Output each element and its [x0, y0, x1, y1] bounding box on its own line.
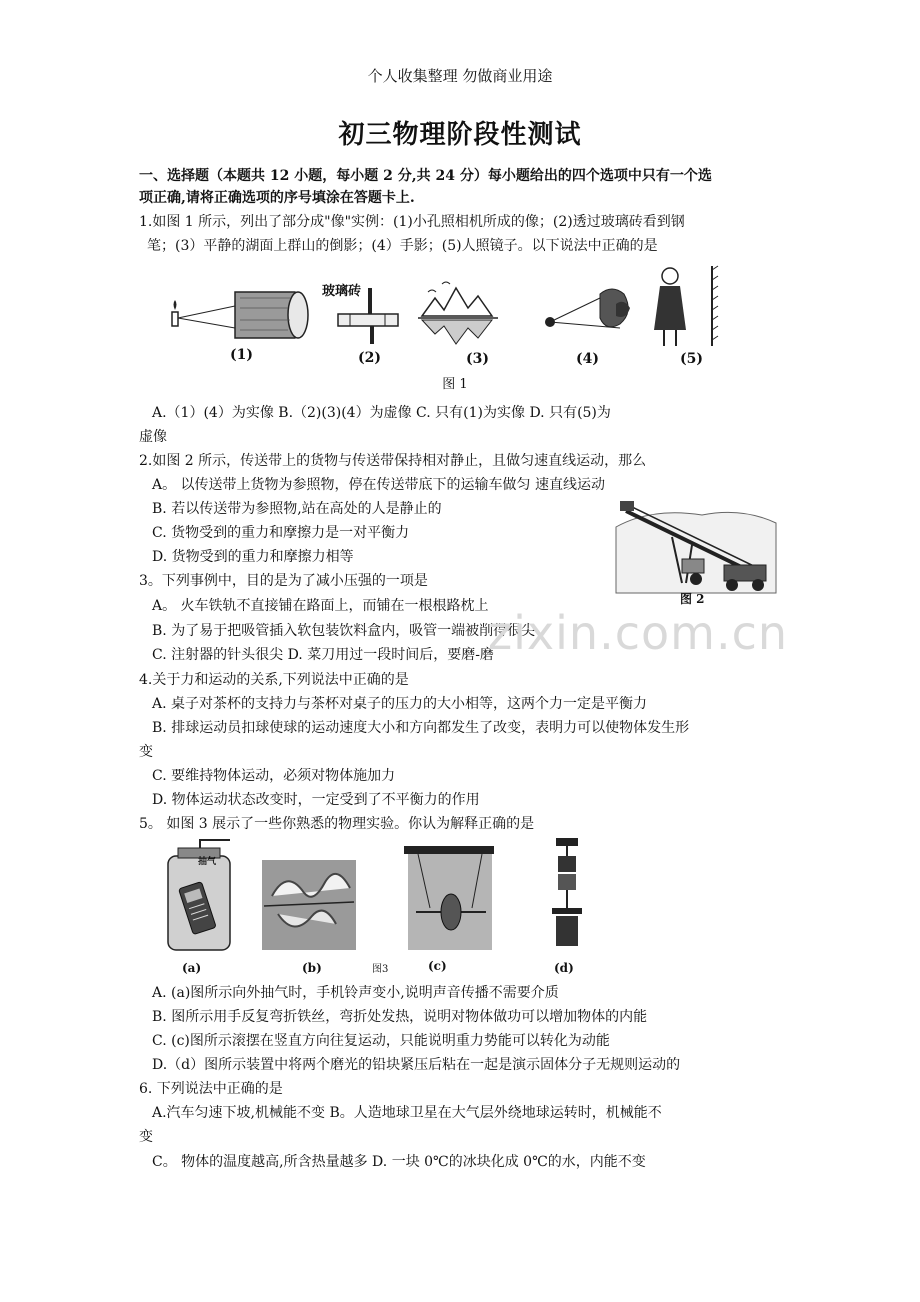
figure-1-label-4: (4) — [576, 351, 599, 367]
figure-2-conveyor-scene — [616, 501, 776, 593]
figure-3-maxwell-wheel — [404, 846, 494, 950]
figure-1-label-5: (5) — [680, 351, 703, 367]
q2-option-a: A。 以传送带上货物为参照物，停在传送带底下的运输车做匀 速直线运动 — [152, 477, 606, 493]
figure-3-lead-blocks — [552, 838, 582, 946]
q4-option-c: C. 要维持物体运动，必须对物体施加力 — [152, 768, 396, 784]
figure-1-glass-label: 玻璃砖 — [322, 284, 362, 299]
figure-1-pinhole-camera — [172, 292, 308, 338]
q6-options-c-d: C。 物体的温度越高,所含热量越多 D. 一块 0℃的冰块化成 0℃的水，内能不变 — [152, 1154, 646, 1170]
figure-1-caption: 图 1 — [442, 377, 468, 392]
q4-option-d: D. 物体运动状态改变时，一定受到了不平衡力的作用 — [152, 792, 480, 808]
figure-3-label-d: (d) — [554, 961, 574, 975]
figure-1-label-1: (1) — [230, 347, 253, 363]
q4-option-a: A. 桌子对茶杯的支持力与茶杯对桌子的压力的大小相等，这两个力一定是平衡力 — [152, 696, 648, 712]
q2-option-c: C. 货物受到的重力和摩擦力是一对平衡力 — [152, 525, 410, 541]
figure-3-bending-wire — [262, 860, 356, 950]
q6-options-a-b-line-2: 变 — [139, 1129, 153, 1145]
q2-option-d: D. 货物受到的重力和摩擦力相等 — [152, 549, 354, 565]
q1-options-line-2: 虚像 — [139, 429, 167, 445]
q5-option-a: A. (a)图所示向外抽气时，手机铃声变小,说明声音传播不需要介质 — [152, 985, 559, 1001]
figure-3-caption: 图3 — [372, 964, 389, 975]
q3-option-b: B. 为了易于把吸管插入软包装饮料盒内，吸管一端被削得很尖 — [152, 623, 536, 639]
q3-stem: 3。下列事例中，目的是为了减小压强的一项是 — [139, 573, 428, 589]
q2-option-b: B. 若以传送带为参照物,站在高处的人是静止的 — [152, 501, 442, 517]
q1-options-line-1: A.（1）(4）为实像 B.（2)(3)(4）为虚像 C. 只有(1)为实像 D. 只有(5)为 — [152, 405, 611, 421]
figure-3-label-a: (a) — [182, 961, 202, 975]
figure-3-pump-label: 抽气 — [198, 857, 217, 867]
q3-option-a: A。 火车铁轨不直接铺在路面上，而铺在一根根路枕上 — [152, 598, 489, 614]
figure-3 — [160, 836, 600, 960]
figure-1-hand-shadow — [545, 289, 630, 328]
q1-stem-line-2: 笔；(3）平静的湖面上群山的倒影；(4）手影；(5)人照镜子。以下说法中正确的是 — [147, 238, 658, 254]
figure-1-label-2: (2) — [358, 350, 381, 366]
q6-options-a-b-line-1: A.汽车匀速下坡,机械能不变 B。人造地球卫星在大气层外绕地球运转时，机械能不 — [152, 1105, 662, 1121]
figure-1-label-3: (3) — [466, 351, 489, 367]
page-header: 个人收集整理 勿做商业用途 — [367, 67, 553, 85]
q4-option-b-line-2: 变 — [139, 744, 153, 760]
figure-1-mountain-reflection — [418, 282, 498, 344]
q3-options-c-d: C. 注射器的针头很尖 D. 菜刀用过一段时间后，要磨-磨 — [152, 647, 494, 663]
page-title: 初三物理阶段性测试 — [338, 120, 582, 150]
figure-2-caption: 图 2 — [680, 592, 705, 606]
q4-option-b-line-1: B. 排球运动员扣球使球的运动速度大小和方向都发生了改变，表明力可以使物体发生形 — [152, 720, 690, 736]
section-instruction-line-1: 一、选择题（本题共 12 小题，每小题 2 分,共 24 分）每小题给出的四个选项中只有一个选 — [139, 168, 712, 184]
q2-stem: 2.如图 2 所示，传送带上的货物与传送带保持相对静止，且做匀速直线运动，那么 — [139, 453, 647, 469]
watermark: zixin.com.cn — [488, 606, 789, 660]
section-instruction-line-2: 项正确,请将正确选项的序号填涂在答题卡上. — [139, 190, 415, 206]
figure-1-person-mirror — [654, 266, 718, 346]
q5-option-d: D.（d）图所示装置中将两个磨光的铅块紧压后粘在一起是演示固体分子无规则运动的 — [152, 1057, 681, 1073]
figure-3-label-c: (c) — [428, 959, 447, 973]
q4-stem: 4.关于力和运动的关系,下列说法中正确的是 — [139, 672, 409, 688]
q5-option-b: B. 图所示用手反复弯折铁丝，弯折处发热，说明对物体做功可以增加物体的内能 — [152, 1009, 648, 1025]
q5-option-c: C. (c)图所示滚摆在竖直方向往复运动，只能说明重力势能可以转化为动能 — [152, 1033, 610, 1049]
q1-stem-line-1: 1.如图 1 所示，列出了部分成"像"实例：(1)小孔照相机所成的像；(2)透过玻璃砖看到钢 — [139, 214, 685, 230]
q5-stem: 5。 如图 3 展示了一些你熟悉的物理实验。你认为解释正确的是 — [139, 816, 535, 832]
figure-3-label-b: (b) — [302, 961, 322, 975]
q6-stem: 6. 下列说法中正确的是 — [139, 1081, 283, 1097]
